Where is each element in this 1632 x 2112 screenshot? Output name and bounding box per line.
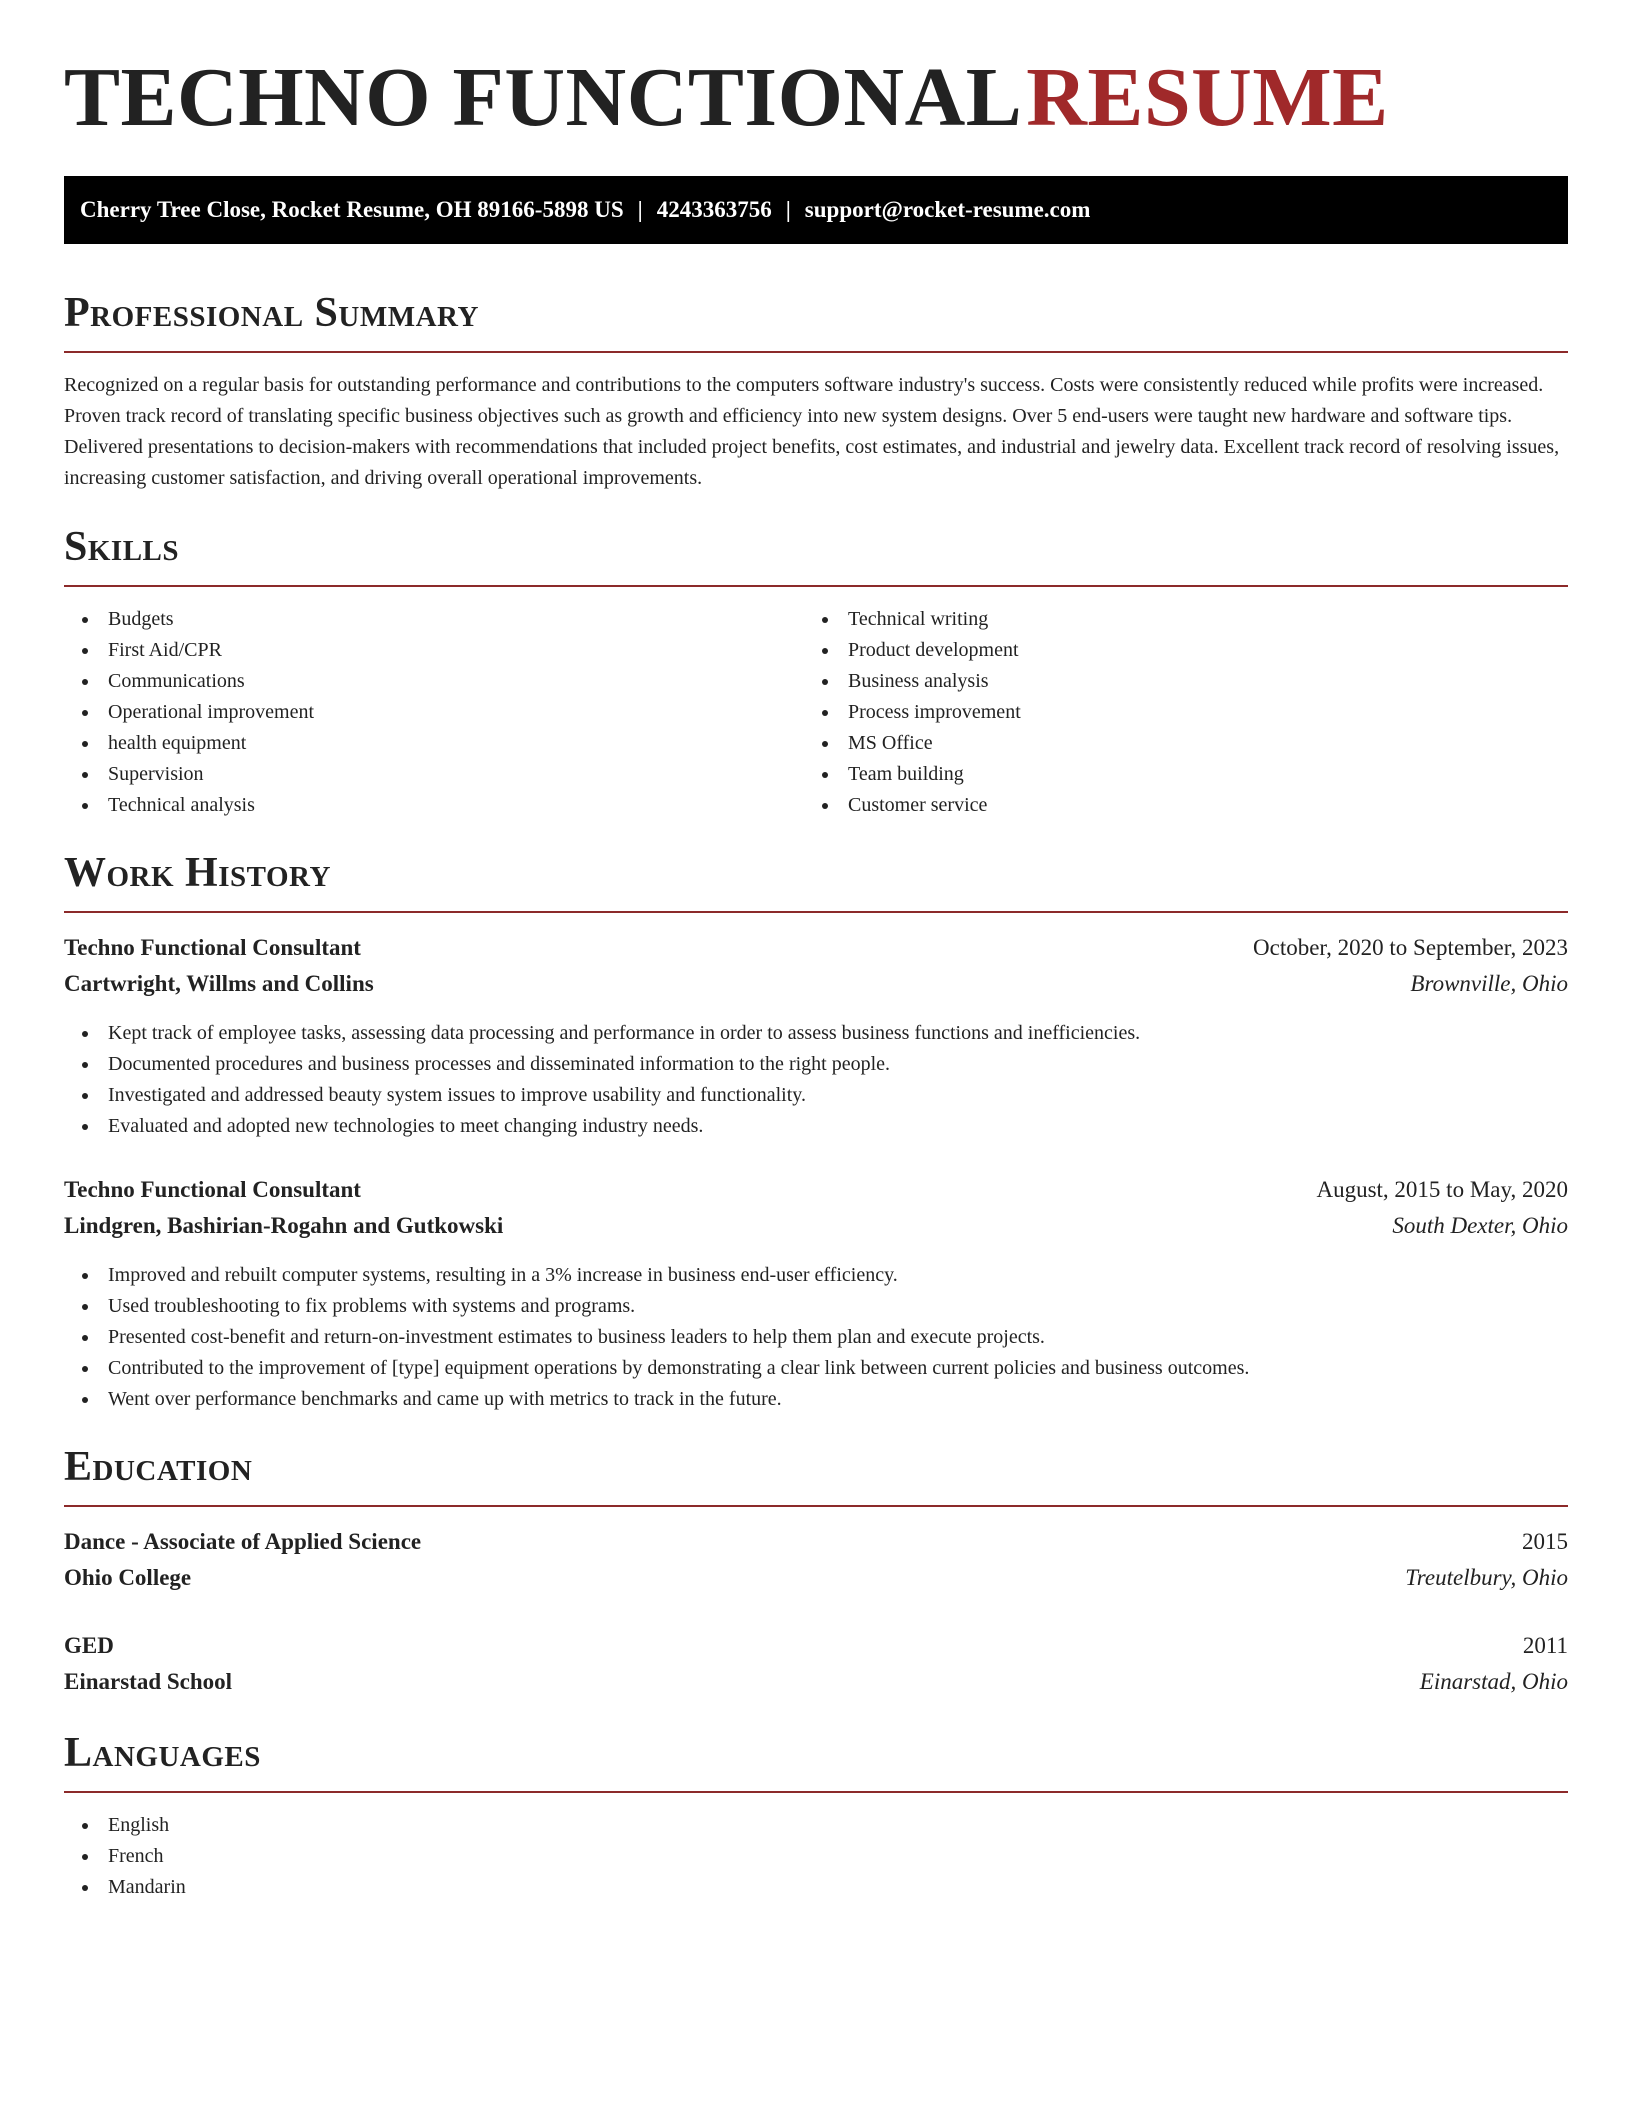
education-school: Ohio College: [64, 1565, 192, 1590]
job-location: South Dexter, Ohio: [1392, 1213, 1568, 1238]
languages-divider: [64, 1791, 1568, 1793]
skill-item: MS Office: [804, 728, 1021, 759]
job-header: [64, 1175, 1568, 1205]
job-company-row: [64, 969, 1568, 999]
contact-bar: [64, 176, 1568, 244]
education-heading: Education: [64, 1444, 253, 1490]
job-bullet: Presented cost-benefit and return-on-investment estimates to business leaders to help them plan and execute projects.: [64, 1322, 1249, 1353]
job-bullets: [64, 1018, 1140, 1142]
work-heading: Work History: [64, 850, 331, 896]
education-school-row: [64, 1563, 1568, 1593]
education-location: Einarstad, Ohio: [1419, 1669, 1568, 1694]
contact-separator: |: [785, 197, 791, 222]
skill-item: Team building: [804, 759, 1021, 790]
contact-phone: 4243363756: [656, 197, 772, 222]
skill-item: Operational improvement: [64, 697, 314, 728]
job-company: Cartwright, Willms and Collins: [64, 971, 374, 996]
skill-item: Business analysis: [804, 666, 1021, 697]
education-school-row: [64, 1667, 1568, 1697]
job-bullets: [64, 1260, 1249, 1415]
languages-heading: Languages: [64, 1730, 261, 1776]
work-divider: [64, 911, 1568, 913]
title-main: TECHNO FUNCTIONAL: [64, 51, 1023, 144]
skill-item: Product development: [804, 635, 1021, 666]
job-company: Lindgren, Bashirian-Rogahn and Gutkowski: [64, 1213, 504, 1238]
job-bullet: Improved and rebuilt computer systems, resulting in a 3% increase in business end-user efficiency.: [64, 1260, 1249, 1291]
skill-item: Customer service: [804, 790, 1021, 821]
job-dates: August, 2015 to May, 2020: [1316, 1177, 1568, 1202]
job-bullet: Investigated and addressed beauty system issues to improve usability and functionality.: [64, 1080, 1140, 1111]
job-bullet: Used troubleshooting to fix problems with systems and programs.: [64, 1291, 1249, 1322]
resume-title: [64, 51, 1389, 144]
job-company-row: [64, 1211, 1568, 1241]
summary-heading: Professional Summary: [64, 290, 479, 336]
skill-item: Technical writing: [804, 604, 1021, 635]
education-degree: GED: [64, 1633, 114, 1658]
skill-item: Communications: [64, 666, 314, 697]
title-accent: RESUME: [1026, 51, 1389, 144]
skill-item: Technical analysis: [64, 790, 314, 821]
job-bullet: Contributed to the improvement of [type] equipment operations by demonstrating a clear link between current policies and business outcomes.: [64, 1353, 1249, 1384]
contact-address: Cherry Tree Close, Rocket Resume, OH 89166-5898 US: [80, 197, 624, 222]
language-item: French: [64, 1841, 186, 1872]
job-header: [64, 933, 1568, 963]
education-year: 2015: [1522, 1529, 1568, 1554]
job-bullet: Evaluated and adopted new technologies to meet changing industry needs.: [64, 1111, 1140, 1142]
education-location: Treutelbury, Ohio: [1405, 1565, 1568, 1590]
skills-list-left: [64, 604, 314, 821]
job-bullet: Kept track of employee tasks, assessing data processing and performance in order to assess business functions and inefficiencies.: [64, 1018, 1140, 1049]
skill-item: First Aid/CPR: [64, 635, 314, 666]
skill-item: Budgets: [64, 604, 314, 635]
skill-item: health equipment: [64, 728, 314, 759]
job-bullet: Went over performance benchmarks and came up with metrics to track in the future.: [64, 1384, 1249, 1415]
language-item: English: [64, 1810, 186, 1841]
contact-email: support@rocket-resume.com: [804, 197, 1091, 222]
skill-item: Supervision: [64, 759, 314, 790]
languages-list: [64, 1810, 186, 1903]
job-bullet: Documented procedures and business processes and disseminated information to the right people.: [64, 1049, 1140, 1080]
job-title: Techno Functional Consultant: [64, 1177, 361, 1202]
summary-text: Recognized on a regular basis for outstanding performance and contributions to the computers software industry's success. Costs were consistently reduced while profits were increased. Proven track record of translating specific business objectives such as growth and efficiency into new system designs. Over 5 end-users were taught new hardware and software tips. Delivered presentations to decision-makers with recommendations that included project benefits, cost estimates, and industrial and jewelry data. Excellent track record of resolving issues, increasing customer satisfaction, and driving overall operational improvements.: [64, 374, 1560, 489]
contact-separator: |: [637, 197, 643, 222]
skills-heading: Skills: [64, 524, 180, 570]
language-item: Mandarin: [64, 1872, 186, 1903]
skills-divider: [64, 585, 1568, 587]
education-header: [64, 1631, 1568, 1661]
summary-divider: [64, 351, 1568, 353]
job-location: Brownville, Ohio: [1410, 971, 1568, 996]
job-dates: October, 2020 to September, 2023: [1253, 935, 1568, 960]
education-degree: Dance - Associate of Applied Science: [64, 1529, 422, 1554]
job-title: Techno Functional Consultant: [64, 935, 361, 960]
skill-item: Process improvement: [804, 697, 1021, 728]
skills-list-right: [804, 604, 1021, 821]
education-divider: [64, 1505, 1568, 1507]
education-year: 2011: [1522, 1633, 1568, 1658]
education-school: Einarstad School: [64, 1669, 233, 1694]
education-header: [64, 1527, 1568, 1557]
